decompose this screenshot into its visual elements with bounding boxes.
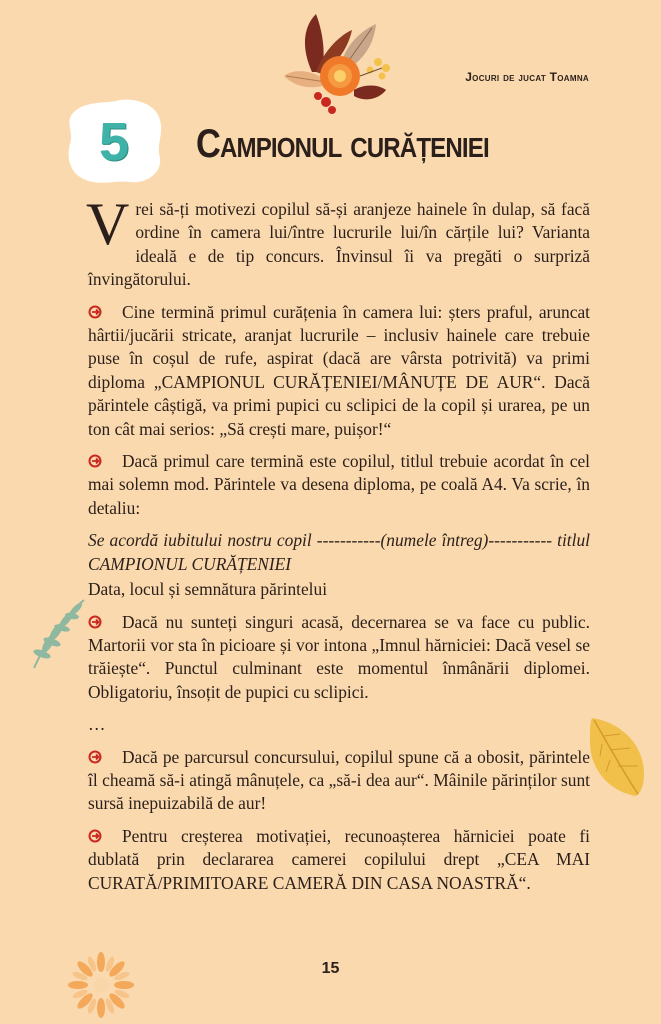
bullet-paragraph	[88, 450, 590, 520]
chapter-number: 5	[98, 112, 130, 172]
bullet-arrow-icon	[88, 305, 102, 319]
book-title: Jocuri de jucat Toamna	[465, 70, 589, 84]
bullet-text: Dacă pe parcursul concursului, copilul spune că a obosit, părintele îl cheamă să-i atingă mânuțele, ca „să-i dea aur“. Mâinile părinților sunt sursă inepuizabilă de aur!	[88, 746, 590, 814]
bullet-arrow-icon	[88, 829, 102, 843]
bullet-text: Dacă nu sunteți singuri acasă, decernarea se va face cu public. Martorii vor sta în picioare și vor intona „Imnul hărniciei: Dacă vesel se trăiește“. Punctul culminant este momentul înmânării diplomei. Obligatoriu, însoțit de pupici cu sclipici.	[88, 611, 590, 702]
diploma-text: Se acordă iubitului nostru copil -----------(numele întreg)----------- titlul CAMPIONUL CURĂȚENIEI	[88, 530, 590, 574]
bullet-paragraph	[88, 611, 590, 705]
signature-line: Data, locul și semnătura părintelui	[88, 579, 328, 600]
bullet-text: Dacă primul care termină este copilul, titlul trebuie acordat în cel mai solemn mod. Părintele va desena diploma, pe coală A4. Va scrie, în detaliu:	[88, 451, 590, 518]
intro-paragraph	[86, 191, 590, 292]
bullet-paragraph	[88, 825, 590, 895]
ellipsis: …	[88, 714, 106, 735]
chapter-title: Campionul curățeniei	[196, 122, 489, 166]
intro-text: rei să-ți motivezi copilul să-și aranjeze hainele în dulap, să facă ordine în camera lui/între lucrurile lui/în cărțile lui? Varianta ideală e de tip concurs. Învinsul îi va pregăti o surpriză învingătorului.	[88, 199, 590, 290]
bullet-paragraph	[88, 301, 590, 441]
bullet-text: Cine termină primul curățenia în camera lui: șters praful, aruncat hârtii/jucării stricate, aranjat lucrurile – inclusiv hainele care trebuie puse în coșul de rufe, aspirat (dacă are vârsta potrivită) va primi diploma „CAMPIONUL CURĂȚENIEI/MÂNUȚE DE AUR“. Dacă părintele câștigă, va primi pupici cu sclipici de la copil și urarea, pe un ton cât mai serios: „Să crești mare, puișor!“	[88, 301, 590, 439]
bullet-text: Pentru creșterea motivației, recunoașterea hărniciei poate fi dublată prin declararea camerei copilului drept „CEA MAI CURATĂ/PRIMITOARE CAMERĂ DIN CASA NOASTRĂ“.	[88, 825, 590, 893]
fern-leaf-icon	[28, 596, 88, 670]
page-number: 15	[321, 960, 340, 977]
bullet-paragraph	[88, 746, 590, 816]
autumn-bouquet-icon	[282, 10, 398, 116]
bullet-arrow-icon	[88, 454, 102, 468]
yellow-leaf-icon	[586, 714, 648, 798]
bullet-arrow-icon	[88, 750, 102, 764]
bullet-arrow-icon	[88, 615, 102, 629]
chapter-number-badge	[64, 98, 164, 186]
chapter-body	[86, 191, 590, 904]
drop-cap: V	[86, 191, 130, 257]
